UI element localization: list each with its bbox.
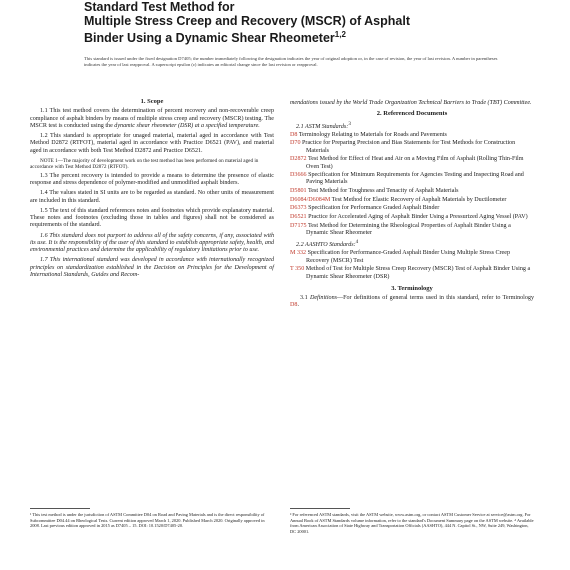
astm-reference-item	[290, 132, 534, 139]
paragraph-1-6: 1.6 This standard does not purport to address all of the safety concerns, if any, associated with its use. It is the responsibility of the user of this standard to establish appropriate safety, health, and environmental practices and determine the applicability of regulatory limitations prior to use.	[30, 232, 274, 253]
astm-reference-item	[290, 214, 534, 221]
astm-reference-title: Test Method for Toughness and Tenacity of Asphalt Materials	[306, 188, 459, 195]
terminology-link-d8[interactable]: D8	[290, 302, 298, 309]
aashto-reference-item	[290, 250, 534, 265]
title-footnote-mark: 1,2	[334, 30, 346, 39]
astm-reference-title: Specification for Performance Graded Asphalt Binder	[306, 205, 440, 212]
astm-reference-item	[290, 156, 534, 171]
astm-reference-item	[290, 140, 534, 155]
right-column	[290, 100, 534, 313]
title-line-2: Multiple Stress Creep and Recovery (MSCR) of Asphalt	[84, 14, 410, 28]
astm-reference-title: Practice for Accelerated Aging of Asphalt Binder Using a Pressurized Aging Vessel (PAV)	[306, 214, 528, 221]
left-column	[30, 98, 274, 282]
aashto-reference-title: Method of Test for Multiple Stress Creep Recovery (MSCR) Test of Asphalt Binder Using a Dynamic Shear Rheometer (DSR)	[304, 266, 531, 280]
document-header	[84, 0, 504, 45]
referenced-documents-heading: 2. Referenced Documents	[376, 110, 448, 118]
astm-reference-title: Terminology Relating to Materials for Roads and Pavements	[297, 131, 447, 138]
astm-reference-title: Test Method for Determining the Rheological Properties of Asphalt Binder Using a Dynamic Shear Rheometer	[306, 222, 511, 236]
astm-reference-list	[290, 132, 534, 237]
astm-reference-code-link[interactable]: D7175	[290, 222, 307, 229]
astm-reference-code-link[interactable]: D6373	[290, 205, 307, 212]
astm-reference-title: Test Method for Elastic Recovery of Asphalt Materials by Ductilometer	[330, 196, 507, 203]
paragraph-1-7: 1.7 This international standard was developed in accordance with internationally recognized principles on standardization established in the Decision on Principles for the Development of International Standards, Guides and Recom-	[30, 257, 274, 278]
paragraph-1-5: 1.5 The text of this standard references notes and footnotes which provide explanatory material. These notes and footnotes (excluding those in tables and figures) shall not be considered as requirements of the standard.	[30, 207, 274, 229]
astm-reference-code-link[interactable]: D2872	[290, 156, 307, 163]
aashto-reference-list	[290, 250, 534, 280]
footnote-right: ³ For referenced ASTM standards, visit the ASTM website, www.astm.org, or contact ASTM Customer Service at service@astm.org. For Annual Book of ASTM Standards volume information, refer to the standard's Document Summary page on the ASTM website. ⁴ Available from American Association of State Highway and Transportation Officials (AASHTO), 444 N. Capitol St., NW, Suite 249, Washington, DC 20001.	[290, 512, 534, 534]
astm-reference-code-link[interactable]: D3666	[290, 172, 307, 179]
astm-reference-item	[290, 172, 534, 187]
aashto-standards-heading: 2.2 AASHTO Standards:$^4$	[296, 239, 359, 249]
aashto-reference-item	[290, 266, 534, 281]
title-line-1: Standard Test Method for	[84, 0, 235, 14]
aashto-reference-code-link[interactable]: T 350	[290, 266, 305, 273]
astm-reference-code-link[interactable]: D70	[290, 140, 301, 147]
astm-reference-item	[290, 188, 534, 195]
astm-reference-code-link[interactable]: D6521	[290, 214, 307, 221]
title-line-3: Binder Using a Dynamic Shear Rheometer$^{1,2}$	[84, 30, 346, 46]
astm-reference-item	[290, 205, 534, 212]
paragraph-1-2: 1.2 This standard is appropriate for unaged material, material aged in accordance with Test Method D2872 (RTFOT), material aged in accordance with Practice D6521 (PAV), and material aged in accordance with both Test Method D2872 and Practice D6521.	[30, 133, 274, 154]
aashto-reference-code-link[interactable]: M 332	[290, 250, 307, 257]
footnote-left: ¹ This test method is under the jurisdiction of ASTM Committee D04 on Road and Paving Materials and is the direct responsibility of Subcommittee D04.44 on Rheological Tests. Current edition approved March 1, 2020. Published March 2020. Originally approved in 2008. Last previous edition approved in 2015 as D7405 – 15. DOI: 10.1520/D7405-20.	[30, 512, 265, 528]
astm-reference-item	[290, 197, 534, 204]
footnote-divider-left	[30, 508, 90, 509]
paragraph-1-7-continued: mendations issued by the World Trade Organization Technical Barriers to Trade (TBT) Committee.	[290, 100, 532, 106]
astm-reference-code-link[interactable]: D8	[290, 131, 298, 138]
terminology-heading: 3. Terminology	[391, 284, 433, 292]
astm-reference-title: Practice for Preparing Precision and Bias Statements for Test Methods for Construction Materials	[300, 140, 516, 154]
footnote-divider-right	[290, 508, 350, 509]
astm-reference-code-link[interactable]: D5801	[290, 188, 307, 195]
astm-reference-code-link[interactable]: D6084/D6084M	[290, 196, 331, 203]
scope-heading: 1. Scope	[140, 98, 164, 105]
paragraph-1-3: 1.3 The percent recovery is intended to provide a means to determine the presence of elastic response and stress dependence of polymer-modified and unmodified asphalt binders.	[30, 172, 274, 186]
astm-reference-title: Test Method for Effect of Heat and Air on a Moving Film of Asphalt (Rolling Thin-Film Oven Test)	[306, 156, 524, 170]
astm-reference-item	[290, 223, 534, 238]
paragraph-1-4: 1.4 The values stated in SI units are to be regarded as standard. No other units of measurement are included in this standard.	[30, 190, 274, 204]
astm-standards-heading: 2.1 ASTM Standards:$^3$	[296, 120, 351, 130]
paragraph-3-1: 3.1 Definitions—For definitions of general terms used in this standard, refer to Terminology D8.	[290, 295, 535, 309]
note-1: NOTE 1—The majority of development work on the test method has been performed on material aged in accordance with Test Method D2872 (RTFOT).	[30, 157, 259, 170]
astm-reference-title: Specification for Minimum Requirements for Agencies Testing and Inspecting Road and Paving Materials	[306, 172, 524, 186]
aashto-reference-title: Specification for Performance-Graded Asphalt Binder Using Multiple Stress Creep Recovery (MSCR) Test	[306, 250, 511, 264]
paragraph-1-1: 1.1 This test method covers the determination of percent recovery and non-recoverable creep compliance of asphalt binders by means of multiple stress creep and recovery (MSCR) testing. The MSCR test is conducted using the dynamic shear rheometer (DSR) at a specified temperature.	[30, 108, 274, 129]
designation-note: This standard is issued under the fixed designation D7405; the number immediately following the designation indicates the year of original adoption or, in the case of revision, the year of last revision. A number in parentheses indicates the year of last reapproval. A superscript epsilon (ε) indicates an editorial change since the last revision or reapproval.	[84, 56, 498, 67]
